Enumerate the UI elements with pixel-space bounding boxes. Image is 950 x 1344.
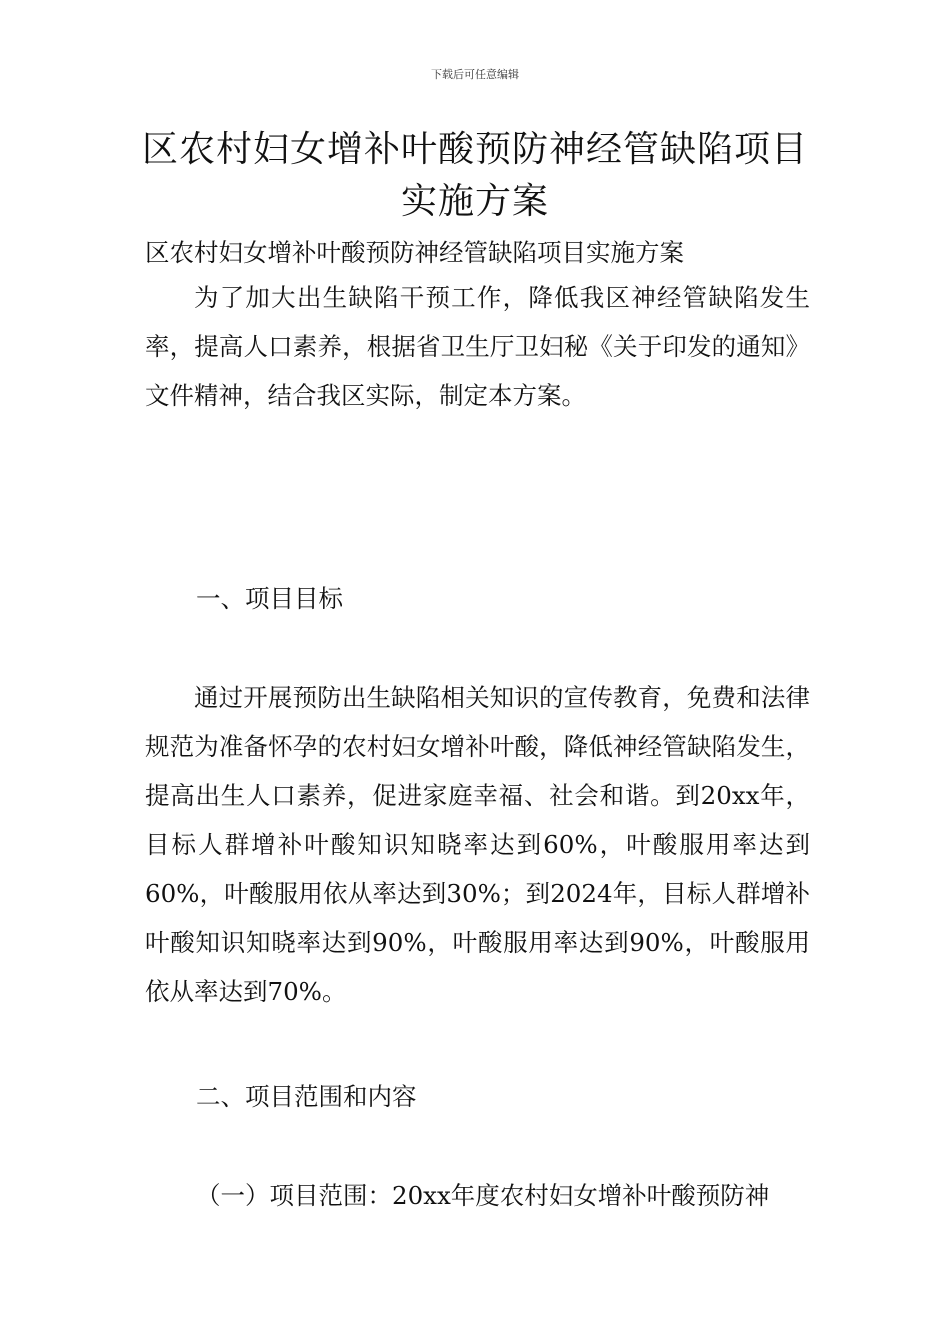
goals-paragraph: 通过开展预防出生缺陷相关知识的宣传教育，免费和法律规范为准备怀孕的农村妇女增补叶酸，降低神经管缺陷发生，提高出生人口素养，促进家庭幸福、社会和谐。到20xx年，目标人群增补叶酸知识知晓率达到60%，叶酸服用率达到60%，叶酸服用依从率达到30%；到2024年，目标人群增补叶酸知识知晓率达到90%，叶酸服用率达到90%，叶酸服用依从率达到70%。 — [145, 683, 810, 1006]
document-title — [120, 124, 830, 228]
section-heading-goals: 一、项目目标 — [196, 584, 343, 613]
scope-paragraph: （一）项目范围：20xx年度农村妇女增补叶酸预防神 — [196, 1181, 770, 1210]
document-title-line-2: 实施方案 — [400, 181, 549, 222]
header-note: 下载后可任意编辑 — [431, 68, 519, 81]
document-subtitle: 区农村妇女增补叶酸预防神经管缺陷项目实施方案 — [145, 238, 684, 267]
section-heading-scope: 二、项目范围和内容 — [196, 1082, 417, 1111]
document-title-line-1: 区农村妇女增补叶酸预防神经管缺陷项目 — [141, 129, 808, 170]
intro-paragraph: 为了加大出生缺陷干预工作，降低我区神经管缺陷发生率，提高人口素养，根据省卫生厅卫妇秘《关于印发的通知》文件精神，结合我区实际，制定本方案。 — [145, 283, 810, 410]
